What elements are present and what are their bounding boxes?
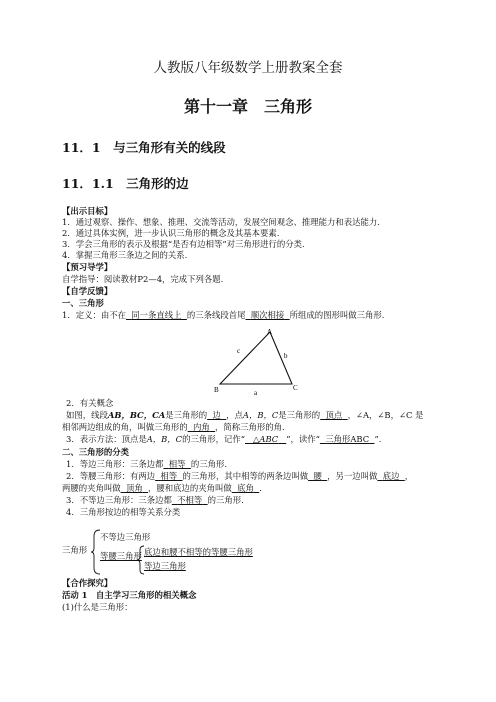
- classify-title: 二、三角形的分类: [62, 447, 129, 457]
- def-text: 所组成的图形叫做三角形.: [289, 310, 385, 320]
- blank-vertex: 顶点: [325, 410, 343, 420]
- section-title: 11．1 与三角形有关的线段: [62, 140, 226, 155]
- goal-item: 3．学会三角形的表示及根据“是否有边相等”对三角形进行的分类.: [62, 239, 305, 249]
- blank-edge: 边: [212, 410, 221, 420]
- goal-item: 1．通过观察、操作、想象、推理、交流等活动，发展空间观念、推理能力和表达能力.: [62, 217, 380, 227]
- preview-heading: 【预习导学】: [62, 262, 113, 272]
- feedback-heading: 【自学反馈】: [62, 286, 113, 296]
- goal-item: 4．掌握三角形三条边之间的关系.: [62, 250, 188, 260]
- explore-heading: 【合作探究】: [62, 578, 113, 588]
- concepts-line-1: 如图，线段AB，BC，CA是三角形的 边 ，点A，B，C是三角形的 顶点 ，∠A，∠B，∠C 是: [66, 410, 424, 420]
- blank-interior-angle: 内角: [192, 422, 210, 432]
- tree-branch-isosceles: 等腰三角形: [100, 551, 142, 561]
- blank-reading: 三角形ABC: [325, 434, 370, 444]
- part1-title: 一、三角形: [62, 298, 104, 308]
- def-blank-1: 同一条直线上: [131, 310, 182, 320]
- classify-line-3: 两腰的夹角叫做 顶角 ，腰和底边的夹角叫做 底角 .: [62, 483, 262, 493]
- classify-line-1: 1．等边三角形：三条边都 相等 的三角形.: [66, 459, 228, 469]
- classify-line-2: 2．等腰三角形：有两边 相等 的三角形，其中相等的两条边叫做 腰 ，另一边叫做 底边 ，: [66, 471, 414, 481]
- def-text: 的三条线段首尾: [186, 310, 246, 320]
- explore-activity: 活动 1 自主学习三角形的相关概念: [62, 590, 197, 600]
- concepts-line-2: 相邻两边组成的角，叫做三角形的 内角 ，简称三角形的角.: [62, 422, 285, 432]
- subsection-title: 11．1.1 三角形的边: [62, 176, 189, 191]
- classify-line-5: 4．三角形按边的相等关系分类: [66, 507, 181, 517]
- preview-text: 自学指导：阅读教材P2—4，完成下列各题.: [62, 274, 224, 284]
- def-text: 1．定义：由不在: [62, 310, 126, 320]
- definition-line: [62, 310, 384, 321]
- chapter-title: 第十一章 三角形: [183, 97, 312, 116]
- concepts-title: 2．有关概念: [66, 398, 114, 408]
- side-label-b: b: [284, 352, 288, 360]
- side-label-c: c: [237, 347, 241, 355]
- concepts-line-3: 3．表示方法：顶点是A，B，C的三角形，记作“ △ABC ”，读作“ 三角形ABC ”.: [66, 434, 382, 444]
- goal-item: 2．通过具体实例，进一步认识三角形的概念及其基本要素.: [62, 228, 280, 238]
- explore-question-1: (1)什么是三角形：: [62, 602, 133, 612]
- vertex-label-a: A: [267, 328, 273, 336]
- tree-sub-isosceles: 底边和腰不相等的等腰三角形: [144, 547, 253, 557]
- tree-sub-equilateral: 等边三角形: [144, 561, 186, 571]
- vertex-label-b: B: [214, 385, 219, 394]
- classify-line-4: 3．不等边三角形：三条边都 不相等 的三角形.: [66, 495, 244, 505]
- document-title: 人教版八年级数学上册教案全套: [153, 60, 343, 76]
- triangle-shape: [220, 332, 292, 384]
- side-label-a: a: [254, 389, 258, 397]
- blank-notation: △ABC: [252, 434, 279, 444]
- triangle-figure: [200, 328, 320, 398]
- tree-root: 三角形: [62, 545, 88, 555]
- goals-heading: 【出示目标】: [62, 206, 113, 216]
- vertex-label-c: C: [293, 383, 298, 392]
- def-blank-2: 顺次相接: [250, 310, 285, 320]
- tree-branch-scalene: 不等边三角形: [100, 532, 151, 542]
